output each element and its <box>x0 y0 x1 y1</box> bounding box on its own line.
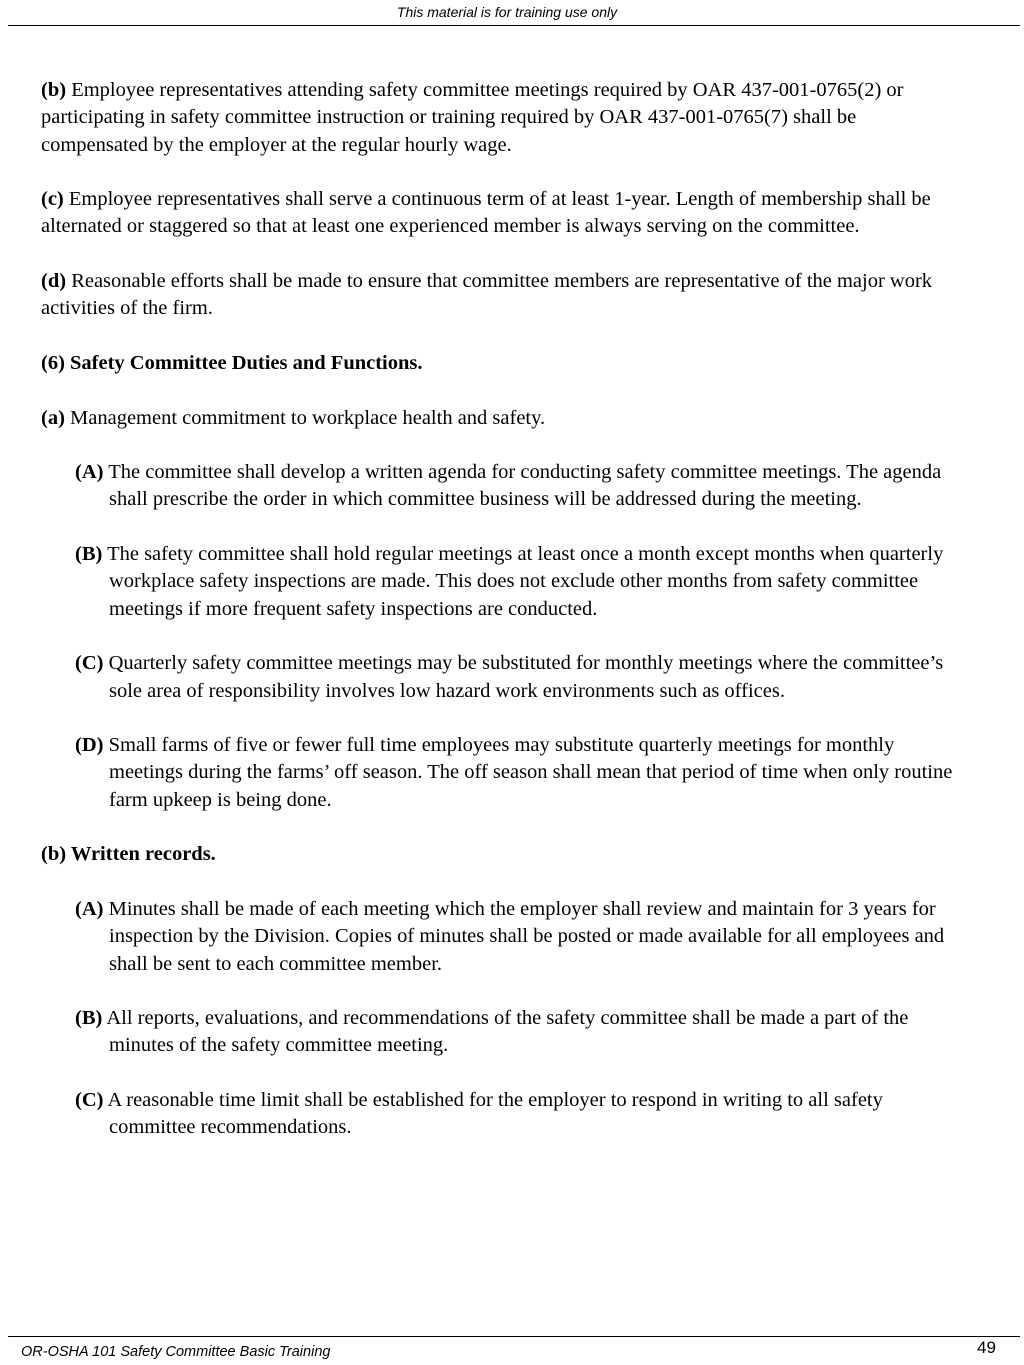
paragraph-label: (a) <box>41 406 65 429</box>
subparagraph-label: (C) <box>75 1088 104 1111</box>
subparagraph-text: Minutes shall be made of each meeting which the employer shall review and maintain for 3 years for inspection by the Division. Copies of minutes shall be posted or made available for all employees and shall be sent to each committee member. <box>103 897 945 975</box>
paragraph-text: Employee representatives attending safety committee meetings required by OAR 437-001-0765(2) or participating in safety committee instruction or training required by OAR 437-001-0765(7) shall be compensated by the employer at the regular hourly wage. <box>41 79 904 156</box>
subparagraph-b-A-minutes <box>41 896 966 978</box>
heading-label: (6) <box>41 351 65 374</box>
page-number: 49 <box>977 1338 996 1357</box>
subparagraph-label: (B) <box>75 543 103 566</box>
subparagraph-a-A-agenda <box>41 459 966 514</box>
header-divider <box>8 25 1020 26</box>
footer-divider <box>8 1336 1020 1337</box>
paragraph-label: (b) <box>41 79 67 101</box>
subparagraph-b-B-reports <box>41 1005 966 1060</box>
subparagraph-label: (D) <box>75 734 104 757</box>
subparagraph-label: (B) <box>75 1007 103 1030</box>
subparagraph-label: (A) <box>75 461 104 484</box>
subparagraph-text: Small farms of five or fewer full time employees may substitute quarterly meetings for monthly meetings during the farms’ off season. The off season shall mean that period of time when only routine farm upkeep is being done. <box>103 734 953 811</box>
subparagraph-text: All reports, evaluations, and recommendations of the safety committee shall be made a part of the minutes of the safety committee meeting. <box>102 1007 909 1057</box>
paragraph-text: Employee representatives shall serve a continuous term of at least 1-year. Length of membership shall be alternated or staggered so that at least one experienced member is always serving on the committee. <box>41 188 931 238</box>
paragraph-d-representation <box>41 268 966 323</box>
subparagraph-a-D-small-farms <box>41 732 966 814</box>
document-body <box>41 77 966 1169</box>
subparagraph-a-B-meetings <box>41 541 966 623</box>
subparagraph-label: (C) <box>75 652 104 675</box>
paragraph-label: (d) <box>41 270 67 293</box>
footer-title: OR-OSHA 101 Safety Committee Basic Training <box>21 1344 331 1360</box>
paragraph-label: (b) <box>41 843 67 866</box>
paragraph-a-management <box>41 405 966 432</box>
paragraph-b-compensation <box>41 77 966 159</box>
section-heading-duties <box>41 350 966 377</box>
subparagraph-text: The safety committee shall hold regular meetings at least once a month except months when quarterly workplace safety inspections are made. This does not exclude other months from safety committee meetings if more frequent safety inspections are conducted. <box>102 543 944 620</box>
subparagraph-a-C-quarterly <box>41 650 966 705</box>
subparagraph-text: Quarterly safety committee meetings may be substituted for monthly meetings where the committee’s sole area of responsibility involves low hazard work environments such as offices. <box>103 652 944 702</box>
paragraph-b-written-records <box>41 841 966 868</box>
subparagraph-label: (A) <box>75 897 104 920</box>
paragraph-text: Written records. <box>66 843 216 866</box>
paragraph-label: (c) <box>41 188 64 211</box>
subparagraph-b-C-time-limit <box>41 1087 966 1142</box>
paragraph-c-term <box>41 186 966 241</box>
subparagraph-text: A reasonable time limit shall be established for the employer to respond in writing to all safety committee recommendations. <box>103 1088 883 1139</box>
header-note: This material is for training use only <box>396 4 618 20</box>
paragraph-text: Management commitment to workplace health and safety. <box>64 406 546 429</box>
paragraph-text: Reasonable efforts shall be made to ensure that committee members are representative of the major work activities of the firm. <box>41 270 933 320</box>
subparagraph-text: The committee shall develop a written agenda for conducting safety committee meetings. The agenda shall prescribe the order in which committee business will be addressed during the meeting. <box>103 461 942 511</box>
heading-text: Safety Committee Duties and Functions. <box>64 351 423 374</box>
